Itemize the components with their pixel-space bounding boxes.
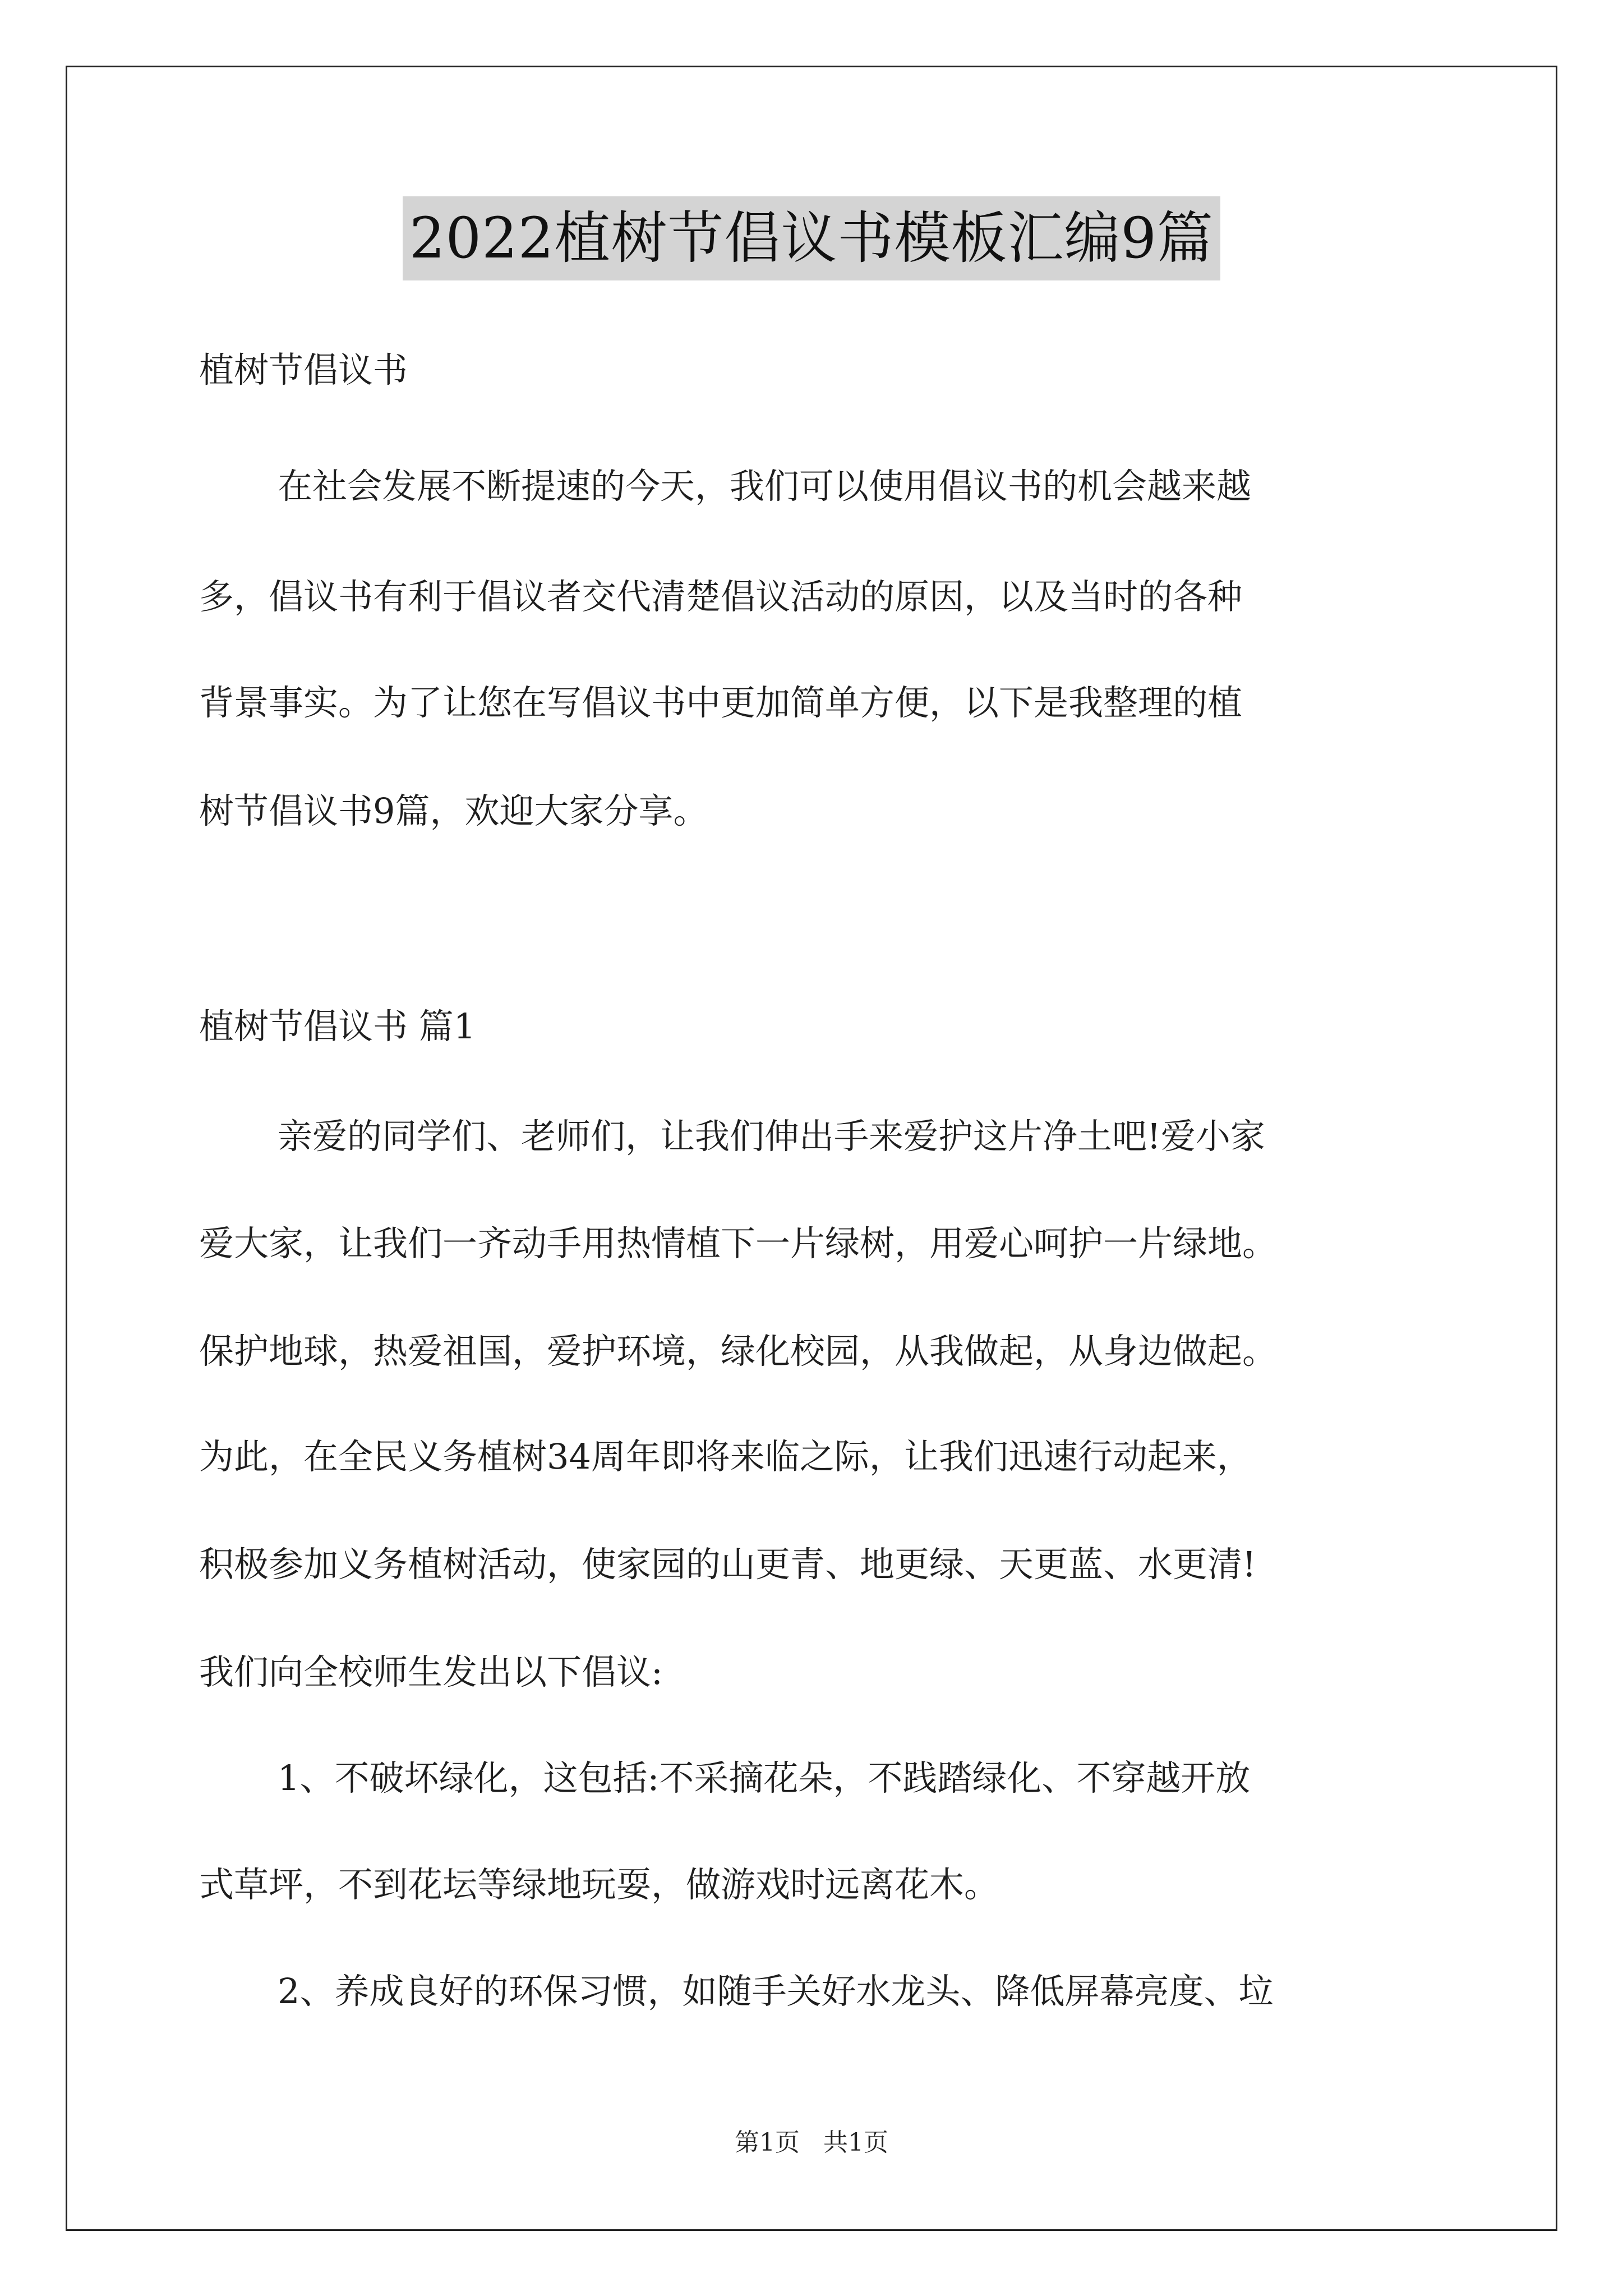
title-container: [0, 196, 1623, 280]
page-footer: [0, 2126, 1623, 2160]
list-item-line: 1、不破坏绿化，这包括:不采摘花朵，不践踏绿化、不穿越开放: [278, 1757, 1251, 1798]
document-title: 2022植树节倡议书模板汇编9篇: [403, 196, 1220, 280]
section-heading: 植树节倡议书: [199, 349, 408, 390]
list-item-line: 2、养成良好的环保习惯，如随手关好水龙头、降低屏幕亮度、垃: [278, 1971, 1274, 2012]
paragraph-line: 背景事实。为了让您在写倡议书中更加简单方便，以下是我整理的植: [199, 682, 1243, 723]
paragraph-line: 积极参加义务植树活动，使家园的山更青、地更绿、天更蓝、水更清!: [199, 1544, 1256, 1585]
paragraph-line: 我们向全校师生发出以下倡议:: [199, 1651, 663, 1692]
page-number: 第1页: [735, 2128, 800, 2157]
paragraph-line: 为此，在全民义务植树34周年即将来临之际，让我们迅速行动起来，: [199, 1436, 1252, 1477]
section-heading: 植树节倡议书 篇1: [199, 1006, 476, 1047]
list-item-line: 式草坪，不到花坛等绿地玩耍，做游戏时远离花木。: [199, 1864, 999, 1905]
paragraph-line: 爱大家，让我们一齐动手用热情植下一片绿树，用爱心呵护一片绿地。: [199, 1223, 1278, 1264]
paragraph-line: 树节倡议书9篇，欢迎大家分享。: [199, 790, 708, 831]
paragraph-line: 亲爱的同学们、老师们，让我们伸出手来爱护这片净土吧!爱小家: [278, 1116, 1265, 1157]
paragraph-line: 在社会发展不断提速的今天，我们可以使用倡议书的机会越来越: [278, 466, 1252, 507]
paragraph-line: 多，倡议书有利于倡议者交代清楚倡议活动的原因，以及当时的各种: [199, 576, 1243, 617]
paragraph-line: 保护地球，热爱祖国，爱护环境，绿化校园，从我做起，从身边做起。: [199, 1331, 1278, 1372]
page-total: 共1页: [823, 2128, 888, 2157]
